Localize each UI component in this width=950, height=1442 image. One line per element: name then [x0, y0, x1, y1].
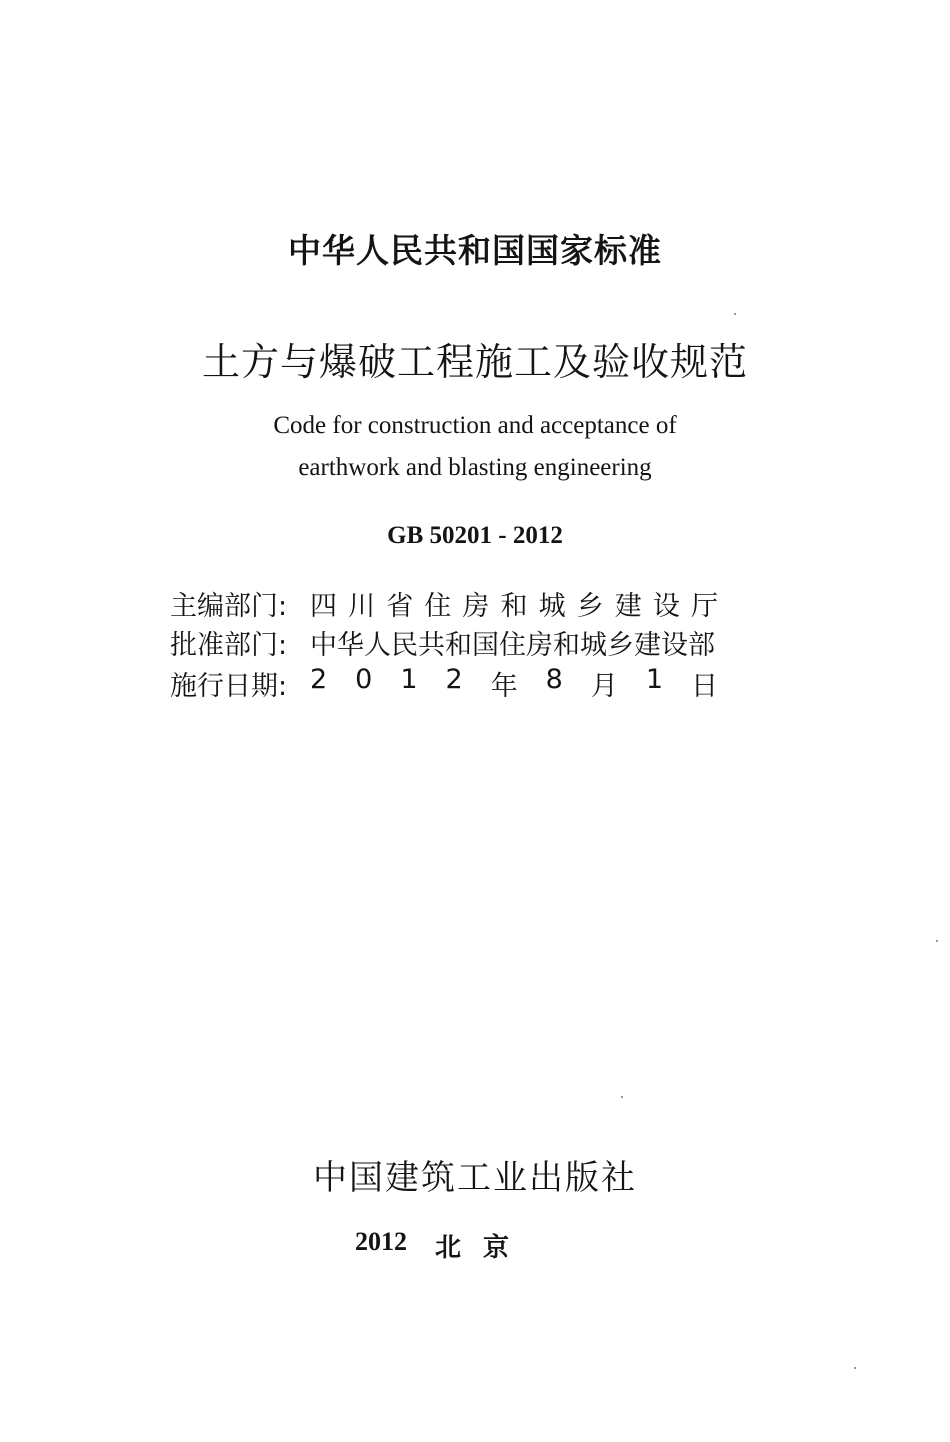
approver-department-row — [170, 622, 718, 662]
date-label: 施行日期: — [170, 670, 288, 702]
publication-city: 北京 — [435, 1233, 532, 1263]
date-char: 日 — [691, 670, 718, 702]
effective-date-row — [170, 663, 718, 703]
scan-speck — [854, 1367, 856, 1369]
english-title-line2: earthwork and blasting engineering — [298, 454, 652, 481]
scan-speck — [734, 313, 736, 315]
editor-char: 川 — [348, 590, 376, 622]
editor-department-row — [170, 583, 718, 623]
scan-speck — [936, 940, 938, 942]
date-char: 8 — [545, 663, 563, 695]
editor-char: 和 — [500, 590, 528, 622]
editor-char: 城 — [538, 590, 566, 622]
main-title: 土方与爆破工程施工及验收规范 — [201, 340, 748, 384]
approver-value: 中华人民共和国住房和城乡建设部 — [310, 629, 715, 661]
series-title: 中华人民共和国国家标准 — [288, 231, 662, 270]
editor-char: 建 — [614, 590, 642, 622]
editor-char: 设 — [652, 590, 680, 622]
publication-year: 2012 — [355, 1227, 407, 1256]
date-char: 0 — [355, 663, 373, 695]
editor-char: 住 — [424, 590, 452, 622]
date-char: 年 — [490, 670, 518, 702]
editor-value — [310, 584, 718, 623]
publisher: 中国建筑工业出版社 — [313, 1158, 637, 1198]
date-char: 1 — [645, 663, 664, 695]
editor-char: 乡 — [576, 590, 604, 622]
approver-label: 批准部门: — [170, 629, 288, 661]
editor-char: 省 — [386, 590, 414, 622]
date-char: 月 — [590, 670, 618, 702]
date-value — [310, 664, 718, 703]
standard-number: GB 50201 - 2012 — [387, 522, 563, 549]
date-char: 2 — [445, 663, 463, 695]
editor-char: 房 — [462, 590, 490, 622]
english-title-line1: Code for construction and acceptance of — [273, 412, 677, 439]
editor-char: 四 — [310, 590, 337, 622]
date-char: 2 — [310, 663, 328, 695]
scan-speck — [621, 1096, 623, 1098]
publication-line — [355, 1227, 531, 1264]
date-char: 1 — [400, 663, 418, 695]
editor-label: 主编部门: — [170, 590, 288, 622]
editor-char: 厅 — [690, 590, 718, 622]
